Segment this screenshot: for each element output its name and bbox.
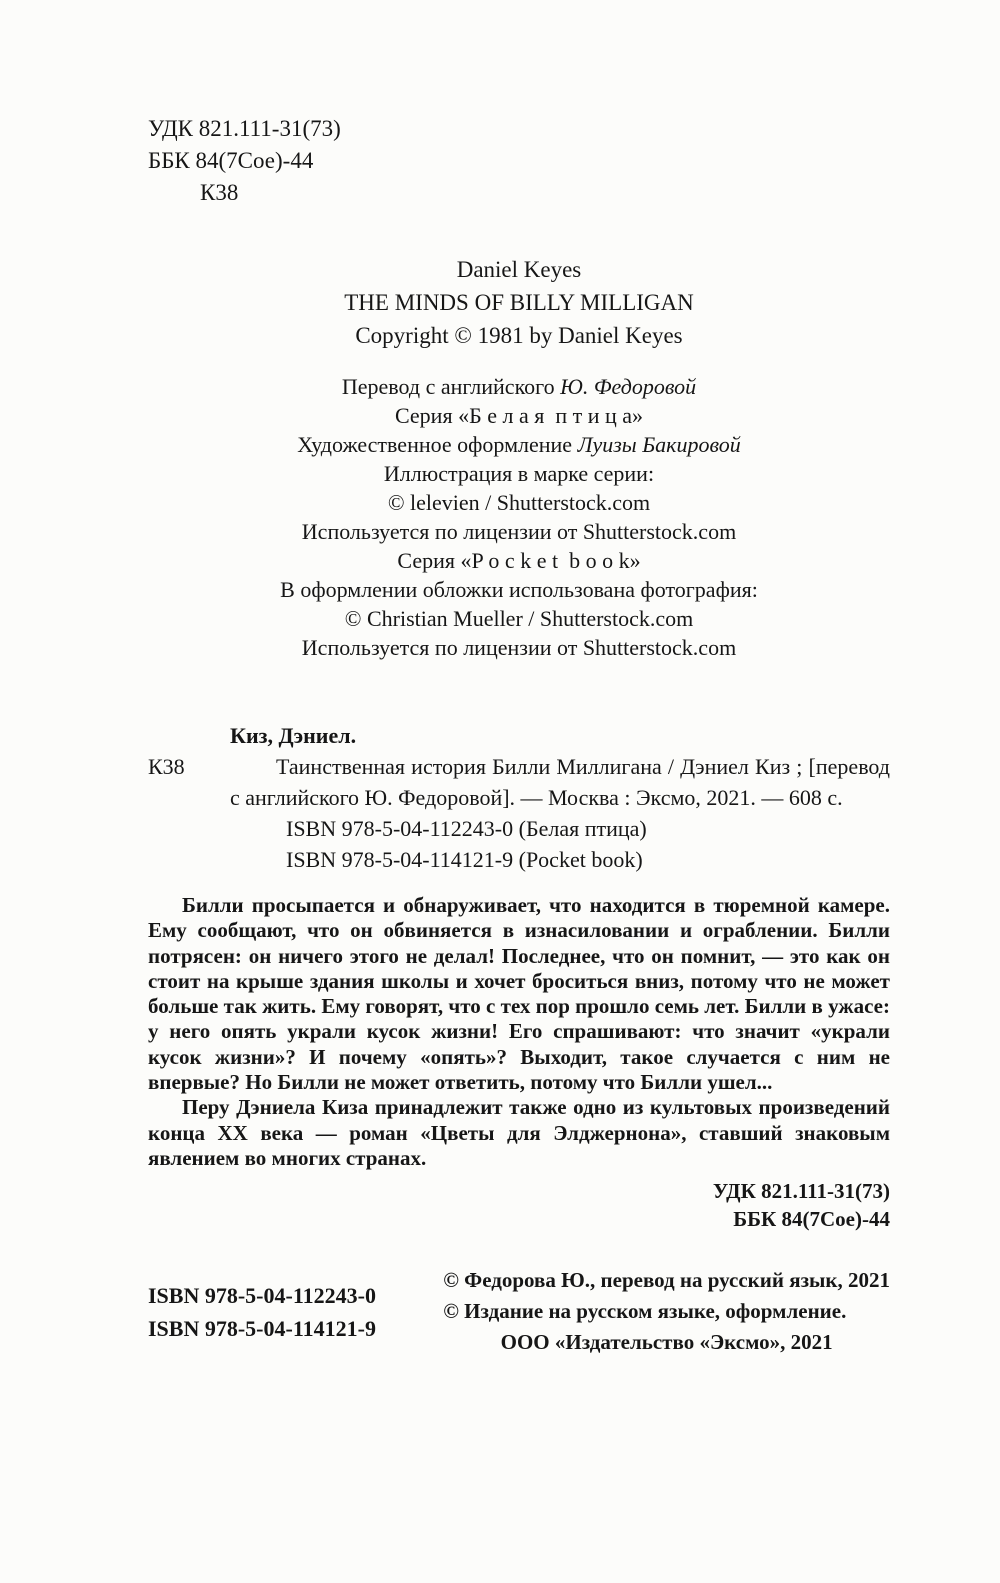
annotation-paragraph-1: Билли просыпается и обнаруживает, что находится в тюремной камере. Ему сообщают, что он обвиняется в изнасиловании и ограблении. Билли потрясен: он ничего этого не делал! Последнее, что он помнит, — это как он стоит на крыше здания школы и хочет броситься вниз, потому что не может больше так жить. Ему говорят, что с тех пор прошло семь лет. Билли в ужасе: у него опять украли кусок жизни! Его спрашивают: что значит «украли кусок жизни»? И почему «опять»? Выходит, такое случается с ним не впервые? Но Билли не может ответить, потому что Билли ушел... xyxy=(148,893,890,1095)
top-author-sign: К38 xyxy=(200,180,239,205)
annotation-block xyxy=(148,893,890,1171)
translation-credit-prefix: Перевод с английского xyxy=(341,374,561,399)
catalog-author: Киз, Дэниел. xyxy=(230,723,357,748)
cover-photo-line: В оформлении обложки использована фотография: xyxy=(280,577,758,602)
footer-block xyxy=(148,1265,890,1358)
series-white-bird: Серия «Б е л а я п т и ц а» xyxy=(394,403,644,428)
bottom-bbk: ББК 84(7Сое)-44 xyxy=(733,1207,890,1232)
original-copyright: Copyright © 1981 by Daniel Keyes xyxy=(355,323,683,348)
catalog-entry xyxy=(148,720,890,875)
translation-credit xyxy=(148,372,890,401)
license-line-1: Используется по лицензии от Shutterstock.com xyxy=(301,519,737,544)
footer-isbn-block xyxy=(148,1279,376,1345)
designer-name: Луизы Бакировой xyxy=(577,432,741,457)
footer-copyright-block xyxy=(443,1265,890,1358)
catalog-author-sign: К38 xyxy=(148,754,185,779)
catalog-isbn-pocket-book: ISBN 978-5-04-114121-9 (Pocket book) xyxy=(286,847,643,872)
footer-isbn-1: ISBN 978-5-04-112243-0 xyxy=(148,1282,376,1308)
design-credit xyxy=(148,430,890,459)
catalog-body xyxy=(230,720,890,875)
series-mark-credit: © lelevien / Shutterstock.com xyxy=(387,490,651,515)
catalog-isbn-white-bird: ISBN 978-5-04-112243-0 (Белая птица) xyxy=(286,816,647,841)
design-credit-prefix: Художественное оформление xyxy=(297,432,578,457)
cover-photo-credit: © Christian Mueller / Shutterstock.com xyxy=(344,606,694,631)
series-mark-line: Иллюстрация в марке серии: xyxy=(383,461,655,486)
license-line-2: Используется по лицензии от Shutterstock.com xyxy=(301,635,737,660)
bottom-codes-block xyxy=(148,1177,890,1233)
footer-copyright-1: © Федорова Ю., перевод на русский язык, 2021 xyxy=(443,1268,890,1293)
credits-block xyxy=(148,372,890,662)
catalog-description: Таинственная история Билли Миллигана / Дэниел Киз ; [перевод с английского Ю. Федоровой]. — Москва : Эксмо, 2021. — 608 с. xyxy=(230,754,890,810)
footer-isbn-2: ISBN 978-5-04-114121-9 xyxy=(148,1315,376,1341)
top-udk: УДК 821.111-31(73) xyxy=(148,116,341,141)
translator-name: Ю. Федоровой xyxy=(560,374,697,399)
bottom-udk: УДК 821.111-31(73) xyxy=(712,1179,890,1204)
original-title: THE MINDS OF BILLY MILLIGAN xyxy=(344,290,694,315)
top-codes-block xyxy=(148,113,890,209)
footer-copyright-2: © Издание на русском языке, оформление. xyxy=(443,1299,847,1324)
series-pocket-book: Серия «P o c k e t b o o k» xyxy=(397,548,641,573)
original-author: Daniel Keyes xyxy=(456,257,582,282)
top-bbk: ББК 84(7Сое)-44 xyxy=(148,148,314,173)
annotation-paragraph-2: Перу Дэниела Киза принадлежит также одно из культовых произведений конца XX века — роман «Цветы для Элджернона», ставший знаковым явлением во многих странах. xyxy=(148,1095,890,1170)
original-title-block xyxy=(148,253,890,352)
footer-copyright-3: ООО «Издательство «Эксмо», 2021 xyxy=(500,1330,833,1355)
